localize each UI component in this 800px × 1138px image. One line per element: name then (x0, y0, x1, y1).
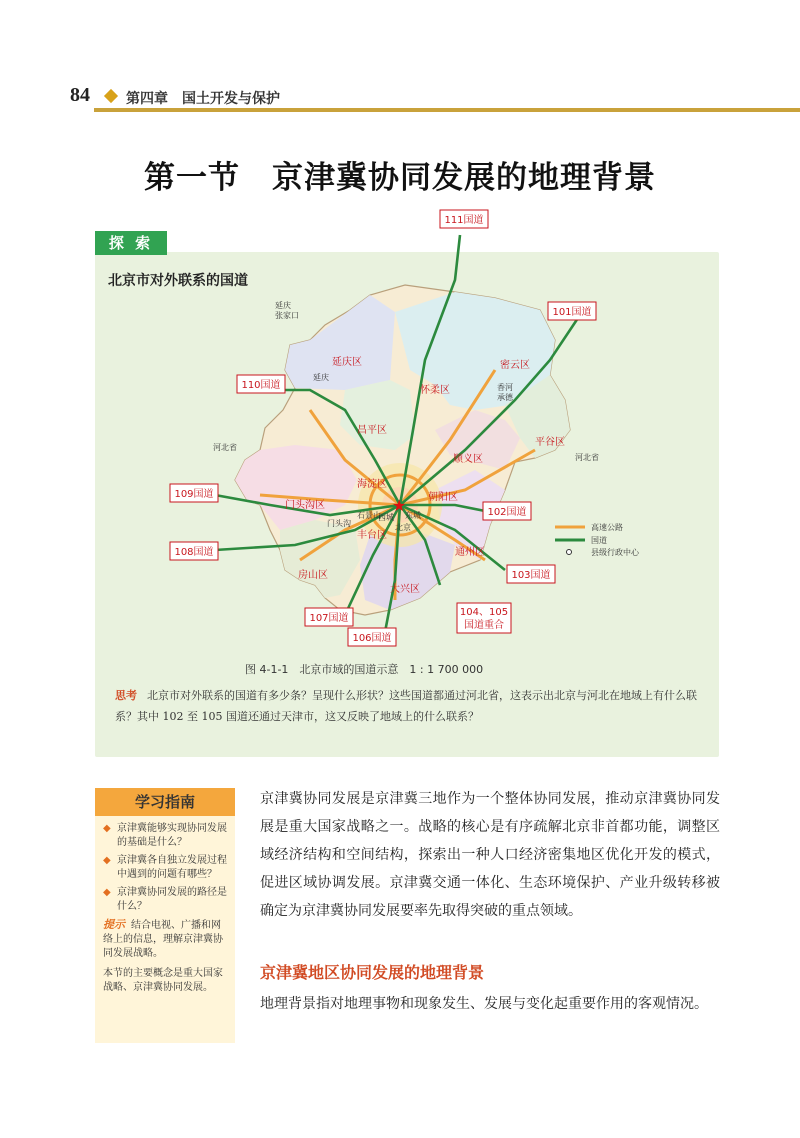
study-guide-title: 学习指南 (95, 788, 235, 816)
guide-note: 本节的主要概念是重大国家战略、京津冀协同发展。 (103, 968, 223, 993)
district-label-haidian: 海淀区 (357, 479, 387, 490)
legend-national-road: 国道 (591, 536, 607, 545)
road-label-104-105: 104、105 (459, 607, 509, 618)
beijing-road-map (95, 200, 719, 660)
chapter-rule (94, 108, 800, 112)
think-label: 思考 (115, 689, 137, 702)
district-label-huairou: 怀柔区 (420, 385, 450, 396)
guide-item: ◆ 京津冀各自独立发展过程中遇到的问题有哪些？ (103, 854, 227, 882)
chapter-label: 第四章 国土开发与保护 (126, 91, 280, 107)
legend-center-icon (567, 550, 572, 555)
road-label-110: 110国道 (241, 380, 281, 391)
city-label-beijing: 北京 (395, 523, 411, 532)
guide-item: ◆ 京津冀能够实现协同发展的基础是什么？ (103, 822, 227, 850)
province-label-hebei-east: 河北省 (575, 453, 599, 462)
outside-label-b: 承德 (497, 393, 513, 402)
figure-caption: 图 4-1-1 北京市域的国道示意 1 : 1 700 000 (245, 663, 484, 676)
district-label-pinggu: 平谷区 (535, 437, 565, 448)
province-label-hebei: 河北省 (213, 443, 237, 452)
guide-hint (103, 918, 227, 961)
district-label-fangshan: 房山区 (298, 570, 328, 581)
district-label-dongcheng: 东城 (405, 511, 421, 520)
road-label-102: 102国道 (487, 507, 527, 518)
district-yanqing (285, 295, 395, 390)
outside-label-c: 延庆 (275, 301, 291, 310)
map-title: 北京市对外联系的国道 (108, 273, 248, 289)
district-label-yanqing: 延庆区 (332, 357, 362, 368)
road-label-106: 106国道 (352, 633, 392, 644)
road-label-101: 101国道 (552, 307, 592, 318)
district-label-mentougou: 门头沟区 (285, 500, 325, 511)
think-question (115, 685, 703, 727)
district-label-xicheng: 西城 (378, 513, 394, 522)
district-label-shijingshan: 石景山 (357, 511, 381, 520)
town-label-yanqing: 延庆 (313, 373, 329, 382)
subheading: 京津冀地区协同发展的地理背景 (260, 963, 485, 982)
district-label-chaoyang: 朝阳区 (428, 492, 458, 503)
study-guide (95, 788, 235, 1043)
explore-tab: 探 索 (95, 231, 167, 255)
body-paragraph: 京津冀协同发展是京津冀三地作为一个整体协同发展，推动京津冀协同发展是重大国家战略之一。战略的核心是有序疏解北京非首都功能，调整区域经济结构和空间结构，探索出一种人口经济密集地区优化开发的模式，促进区域协调发展。京津冀交通一体化、生态环境保护、产业升级转移被确定为京津冀协同发展要率先取得突破的重点领域。 (260, 791, 720, 919)
district-label-fengtai: 丰台区 (357, 530, 387, 541)
legend-expressway: 高速公路 (591, 523, 623, 532)
page-number: 84 (70, 84, 90, 106)
district-label-miyun: 密云区 (500, 360, 530, 371)
think-text: 北京市对外联系的国道有多少条？呈现什么形状？这些国道都通过河北省，这表示出北京与河北在地域上有什么联系？其中 102 至 105 国道还通过天津市，这又反映了地域上的什么联系？ (115, 689, 697, 723)
road-label-107: 107国道 (309, 613, 349, 624)
road-label-103: 103国道 (511, 570, 551, 581)
road-label-104-105-note: 国道重合 (464, 620, 504, 631)
district-label-tongzhou: 通州区 (455, 547, 485, 558)
hint-label: 提示 (103, 918, 125, 931)
body-paragraph: 地理背景指对地理事物和现象发生、发展与变化起重要作用的客观情况。 (260, 996, 708, 1012)
chapter-diamond-icon (104, 89, 118, 103)
section-title: 第一节 京津冀协同发展的地理背景 (144, 160, 656, 196)
hint-text: 结合电视、广播和网络上的信息，理解京津冀协同发展战略。 (103, 920, 223, 959)
outside-label-d: 香河 (497, 383, 513, 392)
town-label-mentougou: 门头沟 (327, 519, 351, 528)
capital-star-icon: ★ (392, 496, 407, 515)
district-label-daxing: 大兴区 (390, 584, 420, 595)
outside-label-a: 张家口 (275, 311, 299, 320)
road-label-109: 109国道 (174, 489, 214, 500)
district-label-shunyi: 顺义区 (453, 454, 483, 465)
guide-item: ◆ 京津冀协同发展的路径是什么？ (103, 886, 227, 914)
road-label-108: 108国道 (174, 547, 214, 558)
map-legend (555, 522, 640, 557)
road-label-111: 111国道 (444, 215, 484, 226)
district-label-changping: 昌平区 (357, 425, 387, 436)
legend-district-center: 县级行政中心 (591, 548, 639, 557)
